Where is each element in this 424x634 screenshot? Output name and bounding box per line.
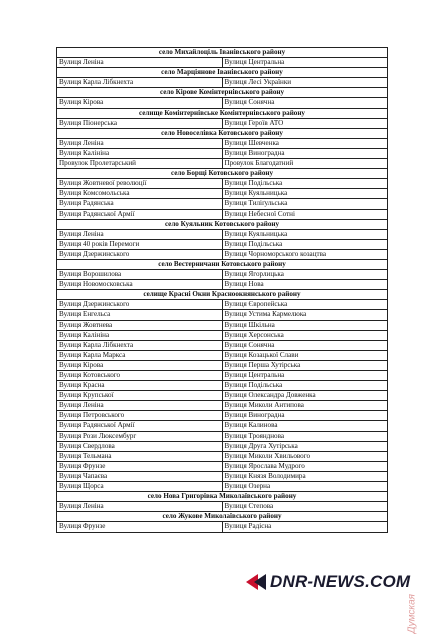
old-street-name: Вулиця Піонерська [57,118,223,128]
new-street-name: Вулиця Херсонська [222,330,388,340]
table-row [57,360,388,370]
new-street-name: Вулиця Друга Хутірська [222,441,388,451]
table-row [57,138,388,148]
old-street-name: Провулок Пролетарський [57,159,223,169]
old-street-name: Вулиця Ворошилова [57,270,223,280]
new-street-name: Вулиця Миколи Хвильового [222,451,388,461]
new-street-name: Вулиця Шевченка [222,138,388,148]
new-street-name: Вулиця Степова [222,502,388,512]
section-header-row [57,48,388,58]
new-street-name: Вулиця Центральна [222,371,388,381]
new-street-name: Вулиця Сонячна [222,98,388,108]
section-header-row [57,128,388,138]
old-street-name: Вулиця Радянська [57,199,223,209]
old-street-name: Вулиця Кірова [57,360,223,370]
table-row [57,522,388,532]
new-street-name: Вулиця Куяльницька [222,229,388,239]
new-street-name: Вулиця Ягорлицька [222,270,388,280]
old-street-name: Вулиця Карла Лібкнехта [57,340,223,350]
old-street-name: Вулиця Петровського [57,411,223,421]
old-street-name: Вулиця Чапаєва [57,471,223,481]
old-street-name: Вулиця Красна [57,381,223,391]
section-header-row [57,512,388,522]
old-street-name: Вулиця Фрунзе [57,461,223,471]
new-street-name: Вулиця Чорноморського козацтва [222,249,388,259]
section-title: село Вестерничани Котовського району [57,259,388,269]
table-row [57,300,388,310]
new-street-name: Провулок Благодатний [222,159,388,169]
new-street-name: Вулиця Центральна [222,58,388,68]
old-street-name: Вулиця Калініна [57,330,223,340]
table-row [57,78,388,88]
old-street-name: Вулиця Леніна [57,138,223,148]
new-street-name: Вулиця Озерна [222,482,388,492]
table-row [57,199,388,209]
old-street-name: Вулиця Щорса [57,482,223,492]
new-street-name: Вулиця Нова [222,280,388,290]
table-row [57,118,388,128]
new-street-name: Вулиця Устима Кармелюка [222,310,388,320]
section-title: село Борщі Котовського району [57,169,388,179]
old-street-name: Вулиця Новомосковська [57,280,223,290]
site-watermark: DNR-NEWS.COM [270,572,411,591]
new-street-name: Вулиця Князя Володимира [222,471,388,481]
old-street-name: Вулиця Радянської Армії [57,209,223,219]
table-row [57,229,388,239]
section-header-row [57,492,388,502]
new-street-name: Вулиця Ярослава Мудрого [222,461,388,471]
old-street-name: Вулиця Калініна [57,148,223,158]
table-row [57,421,388,431]
old-street-name: Вулиця Жовтнева [57,320,223,330]
new-street-name: Вулиця Миколи Антипова [222,401,388,411]
old-street-name: Вулиця Енгельса [57,310,223,320]
new-street-name: Вулиця Небесної Сотні [222,209,388,219]
new-street-name: Вулиця Подільська [222,239,388,249]
old-street-name: Вулиця Леніна [57,58,223,68]
old-street-name: Вулиця Леніна [57,502,223,512]
new-street-name: Вулиця Олександра Довженка [222,391,388,401]
new-street-name: Вулиця Героїв АТО [222,118,388,128]
table-row [57,320,388,330]
table-row [57,179,388,189]
table-row [57,98,388,108]
table-row [57,249,388,259]
section-header-row [57,108,388,118]
table-row [57,411,388,421]
street-rename-table-body [57,48,388,533]
new-street-name: Вулиця Шкільна [222,320,388,330]
table-row [57,159,388,169]
old-street-name: Вулиця Дзержинського [57,249,223,259]
new-street-name: Вулиця Куяльницька [222,189,388,199]
new-street-name: Вулиця Виноградна [222,411,388,421]
table-row [57,239,388,249]
section-title: село Марціянове Іванівського району [57,68,388,78]
new-street-name: Вулиця Лесі Українки [222,78,388,88]
old-street-name: Вулиця Радянської Армії [57,421,223,431]
old-street-name: Вулиця Фрунзе [57,522,223,532]
new-street-name: Вулиця Перша Хутірська [222,360,388,370]
table-row [57,58,388,68]
new-street-name: Вулиця Тиліґульська [222,199,388,209]
table-row [57,148,388,158]
new-street-name: Вулиця Калинова [222,421,388,431]
table-row [57,391,388,401]
section-header-row [57,259,388,269]
section-title: селище Комінтернівське Комінтернівського району [57,108,388,118]
section-title: село Михайлоціль Іванівського району [57,48,388,58]
new-street-name: Вулиця Подільська [222,381,388,391]
old-street-name: Вулиця Леніна [57,401,223,411]
section-header-row [57,290,388,300]
section-title: селище Красні Окни Красноокнянського району [57,290,388,300]
table-row [57,401,388,411]
old-street-name: Вулиця 40 років Перемоги [57,239,223,249]
new-street-name: Вулиця Подільська [222,179,388,189]
table-row [57,431,388,441]
new-street-name: Вулиця Сонячна [222,340,388,350]
new-street-name: Вулиця Козацької Слави [222,350,388,360]
table-row [57,482,388,492]
new-street-name: Вулиця Виноградна [222,148,388,158]
table-row [57,280,388,290]
section-header-row [57,88,388,98]
old-street-name: Вулиця Леніна [57,229,223,239]
old-street-name: Вулиця Дзержинського [57,300,223,310]
old-street-name: Вулиця Тельмана [57,451,223,461]
section-title: село Нова Григорівка Миколаївського району [57,492,388,502]
table-row [57,441,388,451]
table-row [57,270,388,280]
section-title: село Кірове Комінтернівського району [57,88,388,98]
old-street-name: Вулиця Рози Люксембург [57,431,223,441]
old-street-name: Вулиця Крупської [57,391,223,401]
table-row [57,310,388,320]
table-row [57,451,388,461]
table-row [57,371,388,381]
table-row [57,330,388,340]
section-header-row [57,219,388,229]
table-row [57,209,388,219]
section-title: село Жукове Миколаївського району [57,512,388,522]
old-street-name: Вулиця Свердлова [57,441,223,451]
old-street-name: Вулиця Карла Маркса [57,350,223,360]
new-street-name: Вулиця Європейська [222,300,388,310]
table-row [57,350,388,360]
old-street-name: Вулиця Кірова [57,98,223,108]
section-title: село Куяльник Котовського району [57,219,388,229]
section-header-row [57,68,388,78]
table-row [57,471,388,481]
old-street-name: Вулиця Комсомольська [57,189,223,199]
table-row [57,381,388,391]
street-rename-table [56,47,388,533]
section-title: село Новоселівка Котовського району [57,128,388,138]
table-row [57,340,388,350]
corner-watermark: Думская [407,594,418,634]
table-row [57,502,388,512]
new-street-name: Вулиця Троянднова [222,431,388,441]
section-header-row [57,169,388,179]
table-row [57,189,388,199]
table-row [57,461,388,471]
old-street-name: Вулиця Жовтневої революції [57,179,223,189]
old-street-name: Вулиця Карла Лібкнехта [57,78,223,88]
old-street-name: Вулиця Котовського [57,371,223,381]
new-street-name: Вулиця Радісна [222,522,388,532]
